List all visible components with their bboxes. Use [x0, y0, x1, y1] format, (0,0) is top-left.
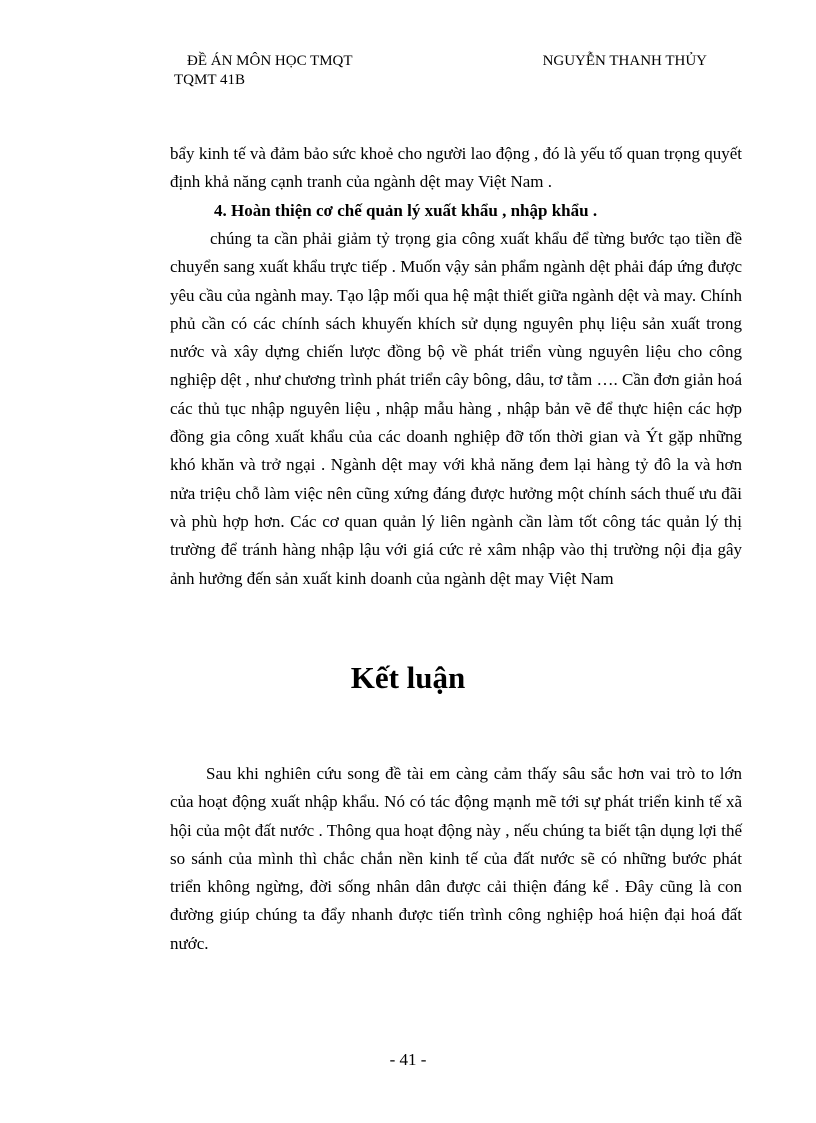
- body-paragraph-section-4: chúng ta cần phải giảm tỷ trọng gia công xuất khẩu để từng bước tạo tiền đề chuyển sang xuất khẩu trực tiếp . Muốn vậy sản phẩm ngành dệt phải đáp ứng được yêu cầu của ngành may. Tạo lập mối qua hệ mật thiết giữa ngành dệt và may. Chính phủ cần có các chính sách khuyến khích sử dụng nguyên phụ liệu sản xuất trong nước và xây dựng chiến lược đồng bộ về phát triển vùng nguyên liệu cho công nghiệp dệt , như chương trình phát triển cây bông, dâu, tơ tằm …. Cần đơn giản hoá các thủ tục nhập nguyên liệu , nhập mẫu hàng , nhập bản vẽ để thực hiện các hợp đồng gia công xuất khẩu của các doanh nghiệp đỡ tốn thời gian và Ýt gặp những khó khăn và trở ngại . Ngành dệt may với khả năng đem lại hàng tỷ đô la và hơn nửa triệu chỗ làm việc nên cũng xứng đáng được hưởng một chính sách thuế ưu đãi và phù hợp hơn. Các cơ quan quản lý liên ngành cần làm tốt công tác quản lý thị trường để tránh hàng nhập lậu với giá cức rẻ xâm nhập vào thị trường nội địa gây ảnh hưởng đến sản xuất kinh doanh của ngành dệt may Việt Nam: [170, 229, 742, 588]
- conclusion-paragraph: Sau khi nghiên cứu song đề tài em càng cảm thấy sâu sắc hơn vai trò to lớn của hoạt động xuất nhập khẩu. Nó có tác động mạnh mẽ tới sự phát triển kinh tế xã hội của một đất nước . Thông qua hoạt động này , nếu chúng ta biết tận dụng lợi thế so sánh của mình thì chắc chắn nền kinh tế của đất nước sẽ có những bước phát triển không ngừng, đời sống nhân dân được cải thiện đáng kể . Đây cũng là con đường giúp chúng ta đẩy nhanh được tiến trình công nghiệp hoá hiện đại hoá đất nước.: [170, 764, 742, 953]
- header-row-2: [174, 71, 734, 90]
- page-header: [174, 52, 734, 90]
- header-course-title: ĐỀ ÁN MÔN HỌC TMQT: [187, 53, 353, 69]
- page-number: - 41 -: [389, 1050, 427, 1069]
- conclusion-title: Kết luận: [350, 660, 466, 695]
- header-class-code: TQMT 41B: [174, 72, 245, 88]
- body-paragraph-continuation: bẩy kinh tế và đảm bảo sức khoẻ cho người lao động , đó là yếu tố quan trọng quyết định khả năng cạnh tranh của ngành dệt may Việt Nam .: [170, 144, 742, 192]
- header-row-1: [174, 52, 734, 71]
- section-heading: 4. Hoàn thiện cơ chế quản lý xuất khẩu , nhập khẩu .: [214, 201, 598, 220]
- header-author-name: NGUYỄN THANH THỦY: [542, 53, 707, 69]
